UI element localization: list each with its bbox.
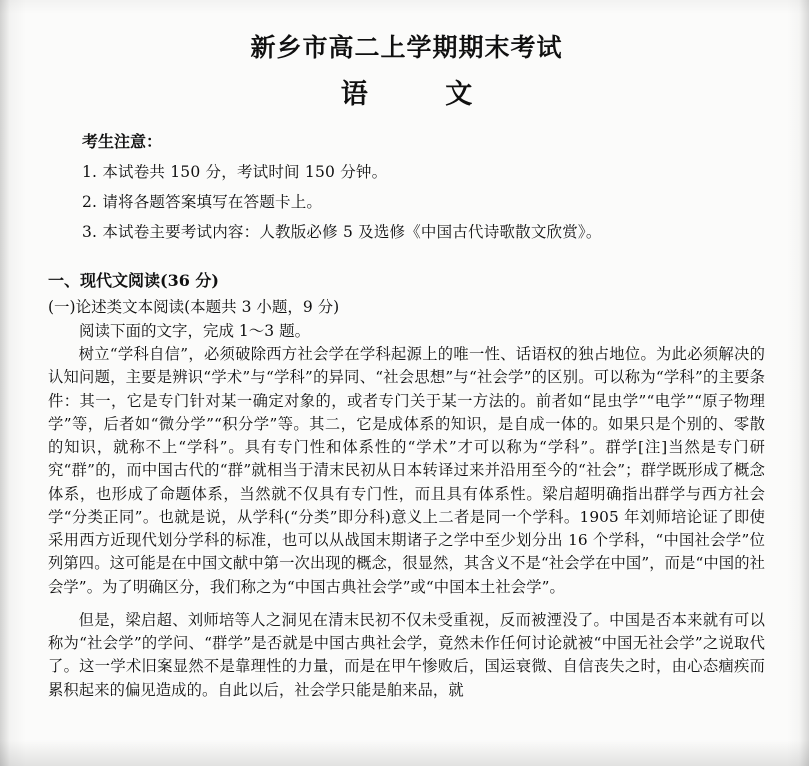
subsection-heading: (一)论述类文本阅读(本题共 3 小题，9 分)	[48, 298, 340, 316]
scan-edge-right	[799, 0, 809, 766]
scan-bottom-shadow	[0, 740, 809, 766]
notice-item-2: 2. 请将各题答案填写在答题卡上。	[82, 193, 323, 211]
scan-edge-left	[0, 0, 10, 766]
reading-instruction: 阅读下面的文字，完成 1～3 题。	[79, 322, 311, 340]
passage-paragraph-1: 树立“学科自信”，必须破除西方社会学在学科起源上的唯一性、话语权的独占地位。为此必须解决的认知问题，主要是辨识“学术”与“学科”的异同、“社会思想”与“社会学”的区别。可以称为“学科”的主要条件：其一，它是专门针对某一确定对象的，或者专门关于某一方法的。前者如“昆虫学”“电学”“原子物理学”等，后者如“微分学”“积分学”等。其二，它是成体系的知识，是自成一体的。如果只是个别的、零散的知识，就称不上“学科”。具有专门性和体系性的“学术”才可以称为“学科”。群学[注]当然是专门研究“群”的，而中国古代的“群”就相当于清末民初从日本转译过来并沿用至今的“社会”；群学既形成了概念体系，也形成了命题体系，当然就不仅具有专门性，而且具有体系性。梁启超明确指出群学与西方社会学“分类正同”。也就是说，从学科(“分类”即分科)意义上二者是同一个学科。1905 年刘师培论证了即使采用西方近现代划分学科的标准，也可以从战国末期诸子之学中至少划分出 16 个学科，“中国社会学”位列第四。这可能是在中国文献中第一次出现的概念，很显然，其含义不是“社会学在中国”，而是“中国的社会学”。为了明确区分，我们称之为“中国古典社会学”或“中国本土社会学”。	[48, 345, 765, 596]
notice-item-3: 3. 本试卷主要考试内容：人教版必修 5 及选修《中国古代诗歌散文欣赏》。	[82, 223, 602, 241]
section-heading: 一、现代文阅读(36 分)	[48, 271, 219, 290]
notice-item-1: 1. 本试卷共 150 分，考试时间 150 分钟。	[82, 163, 388, 181]
page-title: 新乡市高二上学期期末考试	[250, 33, 563, 62]
notice-heading: 考生注意：	[82, 132, 163, 151]
subject-title: 语 文	[340, 79, 507, 110]
passage-paragraph-2: 但是，梁启超、刘师培等人之洞见在清末民初不仅未受重视，反而被湮没了。中国是否本来就有可以称为“社会学”的学问、“群学”是否就是中国古典社会学，竟然未作任何讨论就被“中国无社会学”之说取代了。这一学术旧案显然不是靠理性的力量，而是在甲午惨败后，国运衰微、自信丧失之时，由心态痼疾而累积起来的偏见造成的。自此以后，社会学只能是舶来品，就	[48, 610, 765, 699]
